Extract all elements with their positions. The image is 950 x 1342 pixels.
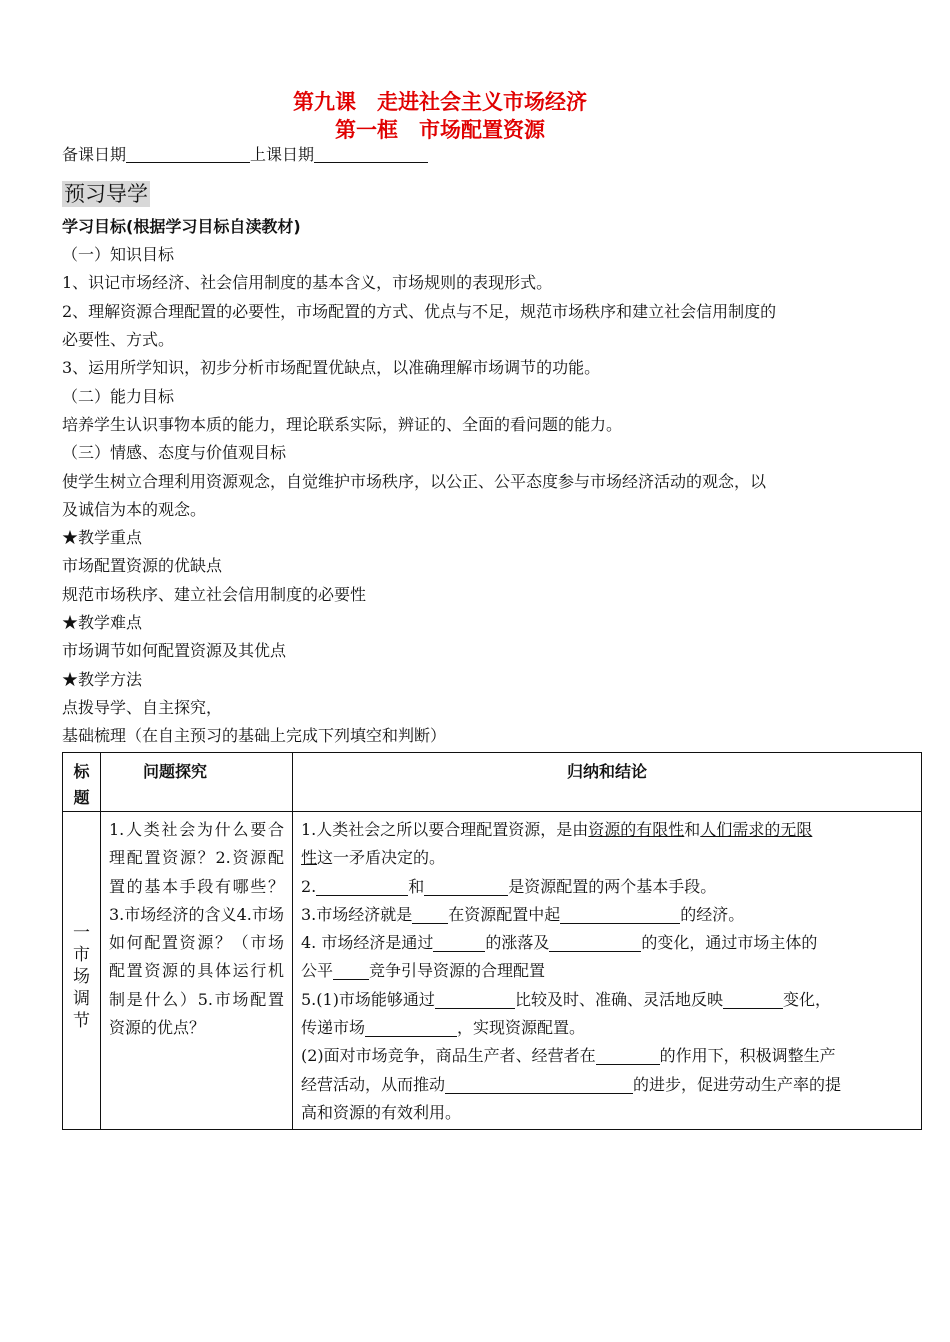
date-line <box>62 145 428 165</box>
fill-blank[interactable] <box>412 905 448 924</box>
fill-blank[interactable] <box>424 877 508 896</box>
table-row <box>63 812 922 1130</box>
method-heading: ★教学方法 <box>62 670 143 689</box>
conclusion-6: (2)面对市场竞争，商品生产者、经营者在 的作用下，积极调整生产 <box>301 1046 836 1066</box>
conclusion-2: 2. 和 是资源配置的两个基本手段。 <box>301 876 717 896</box>
difficulty-heading: ★教学难点 <box>62 613 143 632</box>
fill-blank[interactable] <box>560 905 680 924</box>
header-question-cell: 问题探究 <box>101 753 293 812</box>
preview-heading: 预习导学 <box>64 182 148 206</box>
conclusion-5b: 传递市场 ，实现资源配置。 <box>301 1018 586 1038</box>
conclusion-1: 1.人类社会之所以要合理配置资源，是由资源的有限性和人们需求的无限 <box>301 820 813 839</box>
table-header-row <box>63 753 922 812</box>
fill-blank[interactable] <box>723 990 783 1009</box>
conclusion-4b: 公平 竞争引导资源的合理配置 <box>301 961 546 981</box>
emotion-text-a: 使学生树立合理利用资源观念，自觉维护市场秩序，以公正、公平态度参与市场经济活动的观念，以 <box>62 472 767 491</box>
row-title-cell <box>63 812 101 1130</box>
prep-date-blank[interactable] <box>126 146 250 163</box>
prep-date-label: 备课日期 <box>62 145 127 164</box>
difficulty-item-1: 市场调节如何配置资源及其优点 <box>62 641 287 660</box>
conclusion-3: 3.市场经济就是 在资源配置中起 的经济。 <box>301 904 745 924</box>
fill-blank[interactable] <box>333 961 369 980</box>
ability-text: 培养学生认识事物本质的能力，理论联系实际，辨证的、全面的看问题的能力。 <box>62 415 623 434</box>
emotion-heading: （三）情感、态度与价值观目标 <box>62 443 287 462</box>
method-item-1: 点拨导学、自主探究， <box>62 698 223 717</box>
focus-heading: ★教学重点 <box>62 528 143 547</box>
header-conclusion-cell: 归纳和结论 <box>293 753 922 812</box>
knowledge-heading: （一）知识目标 <box>62 245 175 264</box>
goals-heading: 学习目标(根据学习目标自渎教材) <box>62 217 301 236</box>
header-title-cell: 标题 <box>63 753 101 812</box>
class-date-label: 上课日期 <box>250 145 315 164</box>
conclusion-6c: 高和资源的有效利用。 <box>301 1102 462 1122</box>
fill-blank[interactable] <box>596 1046 660 1065</box>
ability-heading: （二）能力目标 <box>62 387 175 406</box>
knowledge-item-3: 3、运用所学知识，初步分析市场配置优缺点，以准确理解市场调节的功能。 <box>62 358 601 377</box>
section-title: 第一框 市场配置资源 <box>335 118 545 142</box>
fill-blank[interactable] <box>445 1075 633 1094</box>
conclusion-5: 5.(1)市场能够通过 比较及时、准确、灵活地反映 变化， <box>301 989 831 1009</box>
class-date-blank[interactable] <box>314 146 428 163</box>
focus-item-1: 市场配置资源的优缺点 <box>62 556 223 575</box>
knowledge-item-2a: 2、理解资源合理配置的必要性，市场配置的方式、优点与不足，规范市场秩序和建立社会信用制度的 <box>62 302 777 321</box>
row-title: 一市场调节 <box>73 923 90 1031</box>
fill-blank[interactable] <box>365 1018 457 1037</box>
focus-item-2: 规范市场秩序、建立社会信用制度的必要性 <box>62 585 367 604</box>
knowledge-item-2b: 必要性、方式。 <box>62 330 175 349</box>
conclusion-1b: 性这一矛盾决定的。 <box>301 848 446 868</box>
fill-blank[interactable] <box>549 933 641 952</box>
fill-blank[interactable] <box>316 877 408 896</box>
conclusion-4: 4. 市场经济是通过 的涨落及 的变化，通过市场主体的 <box>301 933 818 953</box>
question-cell: 1.人类社会为什么要合理配置资源？2.资源配置的基本手段有哪些？3.市场经济的含义4.市场如何配置资源？（市场配置资源的具体运行机制是什么）5.市场配置资源的优点？ <box>101 812 293 1130</box>
basics-instruction: 基础梳理（在自主预习的基础上完成下列填空和判断） <box>62 726 447 745</box>
fill-blank[interactable] <box>435 990 515 1009</box>
lesson-title: 第九课 走进社会主义市场经济 <box>293 90 587 114</box>
emotion-text-b: 及诚信为本的观念。 <box>62 500 207 519</box>
conclusion-6b: 经营活动，从而推动 的进步，促进劳动生产率的提 <box>301 1074 842 1094</box>
summary-table <box>62 752 922 1130</box>
conclusion-cell <box>293 812 922 1130</box>
fill-blank[interactable] <box>433 933 485 952</box>
knowledge-item-1: 1、识记市场经济、社会信用制度的基本含义，市场规则的表现形式。 <box>62 273 553 292</box>
